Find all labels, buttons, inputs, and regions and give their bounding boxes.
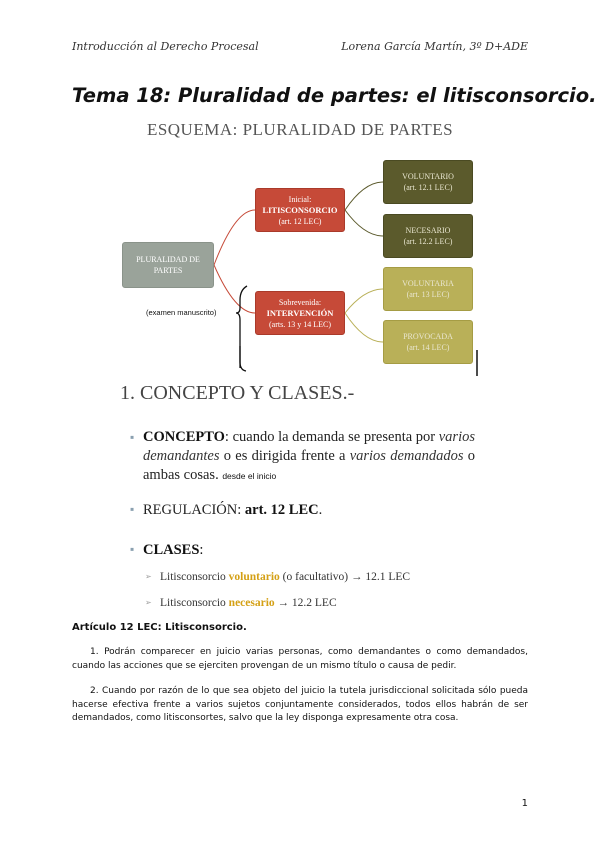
connector-litis-nec bbox=[345, 210, 383, 236]
box-litis-line2: LITISCONSORCIO bbox=[262, 204, 338, 215]
sub2-post: → 12.2 LEC bbox=[274, 597, 337, 609]
clases-end: : bbox=[199, 542, 204, 558]
box-voluntaria-line1: VOLUNTARIA bbox=[402, 279, 454, 288]
article-paragraph-2: 2. Cuando por razón de lo que sea objeto del juicio la tutela jurisdiccional solicitada sólo pueda hacerse efectiva frente a varios sujetos conjuntamente considerados, todos ellos habrán de ser demandados, como litisconsortes, salvo que la ley disponga expresamente otra cosa. bbox=[72, 686, 528, 723]
article-heading: Artículo 12 LEC: Litisconsorcio. bbox=[72, 622, 247, 633]
handwritten-note: (examen manuscrito) bbox=[146, 308, 217, 317]
schema-diagram bbox=[0, 150, 600, 380]
box-voluntario-line1: VOLUNTARIO bbox=[402, 172, 454, 181]
clases-label: CLASES bbox=[143, 542, 200, 558]
bullet-regulacion bbox=[130, 502, 323, 519]
box-interv-line3: (arts. 13 y 14 LEC) bbox=[269, 319, 331, 329]
regulacion-end: . bbox=[318, 502, 323, 518]
box-pluralidad-label: PLURALIDAD DE PARTES bbox=[136, 255, 200, 275]
sub-item-voluntario bbox=[145, 571, 411, 583]
box-litis-line1: Inicial: bbox=[288, 194, 312, 204]
box-interv-line1: Sobrevenida: bbox=[278, 297, 322, 307]
concepto-text3: o ambas cosas. bbox=[143, 448, 475, 483]
concepto-text2: o es dirigida frente a bbox=[219, 448, 350, 464]
bullet-icon: ▪ bbox=[130, 542, 135, 556]
regulacion-label: REGULACIÓN bbox=[143, 502, 238, 518]
arrow-bullet-icon: ➢ bbox=[145, 572, 152, 581]
box-pluralidad bbox=[122, 242, 214, 288]
connector-litis-vol bbox=[345, 182, 383, 210]
arrow-bullet-icon: ➢ bbox=[145, 598, 152, 607]
sub2-keyword: necesario bbox=[228, 597, 275, 609]
concepto-it1: varios demandantes bbox=[143, 429, 475, 464]
box-necesario bbox=[383, 214, 473, 258]
regulacion-sep: : bbox=[237, 502, 245, 518]
sub-item-necesario bbox=[145, 597, 337, 609]
bullet-concepto bbox=[130, 428, 475, 486]
bullet-icon: ▪ bbox=[130, 502, 135, 516]
article-paragraph-1: 1. Podrán comparecer en juicio varias personas, como demandantes o como demandados, cuando las acciones que se ejerciten provengan de un mismo título o causa de pedir. bbox=[72, 647, 528, 671]
handwritten-brace bbox=[236, 286, 247, 371]
box-voluntario bbox=[383, 160, 473, 204]
box-provocada-line1: PROVOCADA bbox=[403, 332, 453, 341]
page-number: 1 bbox=[521, 798, 528, 809]
concepto-note: desde el inicio bbox=[222, 471, 277, 481]
concepto-label: CONCEPTO bbox=[143, 429, 225, 445]
box-litis-line3: (art. 12 LEC) bbox=[278, 216, 322, 226]
regulacion-value: art. 12 LEC bbox=[244, 502, 319, 518]
connector-interv-prov bbox=[345, 313, 383, 342]
sub1-pre: Litisconsorcio bbox=[160, 571, 229, 583]
bullet-icon: ▪ bbox=[130, 430, 135, 444]
page-title: Tema 18: Pluralidad de partes: el litisconsorcio. bbox=[72, 84, 597, 107]
connector-root-interv bbox=[214, 265, 255, 313]
header-right: Lorena García Martín, 3º D+ADE bbox=[341, 40, 528, 53]
box-litisconsorcio bbox=[255, 188, 345, 232]
sub2-pre: Litisconsorcio bbox=[160, 597, 229, 609]
connector-root-litis bbox=[214, 210, 255, 265]
schema-title: ESQUEMA: PLURALIDAD DE PARTES bbox=[146, 120, 454, 139]
bullet-clases bbox=[130, 542, 204, 559]
box-intervencion bbox=[255, 291, 345, 335]
box-voluntaria bbox=[383, 267, 473, 311]
connector-lines bbox=[0, 150, 600, 380]
connector-interv-vola bbox=[345, 289, 383, 313]
box-necesario-line1: NECESARIO bbox=[405, 226, 451, 235]
box-voluntaria-line2: (art. 13 LEC) bbox=[406, 290, 450, 299]
concepto-text1: : cuando la demanda se presenta por bbox=[224, 429, 439, 445]
sub1-post: (o facultativo) → 12.1 LEC bbox=[279, 571, 411, 583]
box-voluntario-line2: (art. 12.1 LEC) bbox=[403, 183, 453, 192]
box-necesario-line2: (art. 12.2 LEC) bbox=[403, 237, 453, 246]
sub1-keyword: voluntario bbox=[228, 571, 280, 583]
box-interv-line2: INTERVENCIÓN bbox=[266, 307, 334, 318]
section-heading: 1. CONCEPTO Y CLASES.- bbox=[120, 382, 355, 404]
concepto-it2: varios demandados bbox=[349, 448, 464, 464]
box-provocada-line2: (art. 14 LEC) bbox=[406, 343, 450, 352]
header-left: Introducción al Derecho Procesal bbox=[72, 40, 259, 53]
box-provocada bbox=[383, 320, 473, 364]
